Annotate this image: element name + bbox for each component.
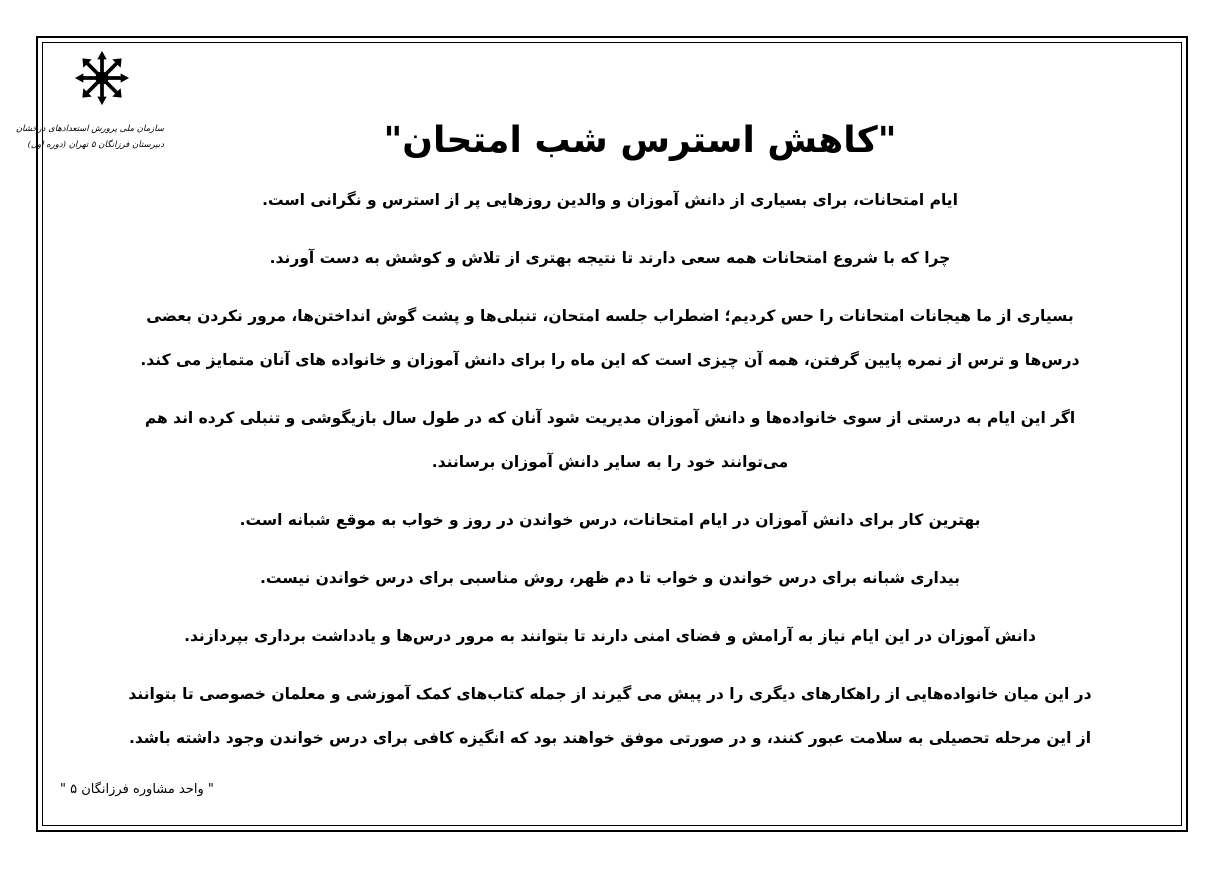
paragraph-line: اگر این ایام به درستی از سوی خانواده‌ها و دانش آموزان مدیریت شود آنان که در طول سال بازیگوشی و تنبلی کرده اند هم	[144, 409, 1076, 427]
paragraph	[80, 498, 1140, 542]
paragraph-line: از این مرحله تحصیلی به سلامت عبور کنند، و در صورتی موفق خواهند بود که انگیزه کافی برای درس خواندن وجود داشته باشد.	[128, 729, 1092, 747]
paragraph	[80, 614, 1140, 658]
paragraph-line: بیداری شبانه برای درس خواندن و خواب تا دم ظهر، روش مناسبی برای درس خواندن نیست.	[260, 569, 960, 587]
paragraph	[80, 236, 1140, 280]
paragraph	[80, 672, 1140, 760]
paragraph-line: در این میان خانواده‌هایی از راهکارهای دیگری را در پیش می گیرند از جمله کتاب‌های کمک آموزشی و معلمان خصوصی تا بتوانند	[128, 685, 1092, 703]
logo-caption-line-1: سازمان ملی پرورش استعدادهای درخشان	[15, 124, 164, 134]
paragraph-line: درس‌ها و ترس از نمره پایین گرفتن، همه آن چیزی است که این ماه را برای دانش آموزان و خانواده های آنان متمایز می کند.	[140, 351, 1080, 369]
paragraph	[80, 294, 1140, 382]
paragraph-line: بسیاری از ما هیجانات امتحانات را حس کردیم؛ اضطراب جلسه امتحان، تنبلی‌ها و پشت گوش انداختن‌ها، مرور نکردن بعضی	[146, 307, 1074, 325]
school-logo	[15, 50, 164, 160]
starburst-emblem-icon	[74, 50, 130, 106]
paragraph	[80, 178, 1140, 222]
paragraph-line: می‌توانند خود را به سایر دانش آموزان برسانند.	[431, 453, 789, 471]
paragraph	[80, 396, 1140, 484]
paragraph	[80, 556, 1140, 600]
footer-signature: " واحد مشاوره فرزانگان ۵ "	[60, 782, 214, 797]
paragraph-line: دانش آموزان در این ایام نیاز به آرامش و فضای امنی دارند تا بتوانند به مرور درس‌ها و یادداشت برداری بپردازند.	[184, 627, 1036, 645]
logo-caption-line-2: دبیرستان فرزانگان ۵ تهران (دوره اول)	[27, 140, 164, 150]
paragraph-line: بهترین کار برای دانش آموزان در ایام امتحانات، درس خواندن در روز و خواب به موقع شبانه است.	[239, 511, 981, 529]
paragraph-line: ایام امتحانات، برای بسیاری از دانش آموزان و والدین روزهایی پر از استرس و نگرانی است.	[262, 191, 958, 209]
article-body	[80, 178, 1140, 774]
page-title: "کاهش استرس شب امتحان"	[383, 120, 897, 162]
paragraph-line: چرا که با شروع امتحانات همه سعی دارند تا نتیجه بهتری از تلاش و کوشش به دست آورند.	[269, 249, 951, 267]
